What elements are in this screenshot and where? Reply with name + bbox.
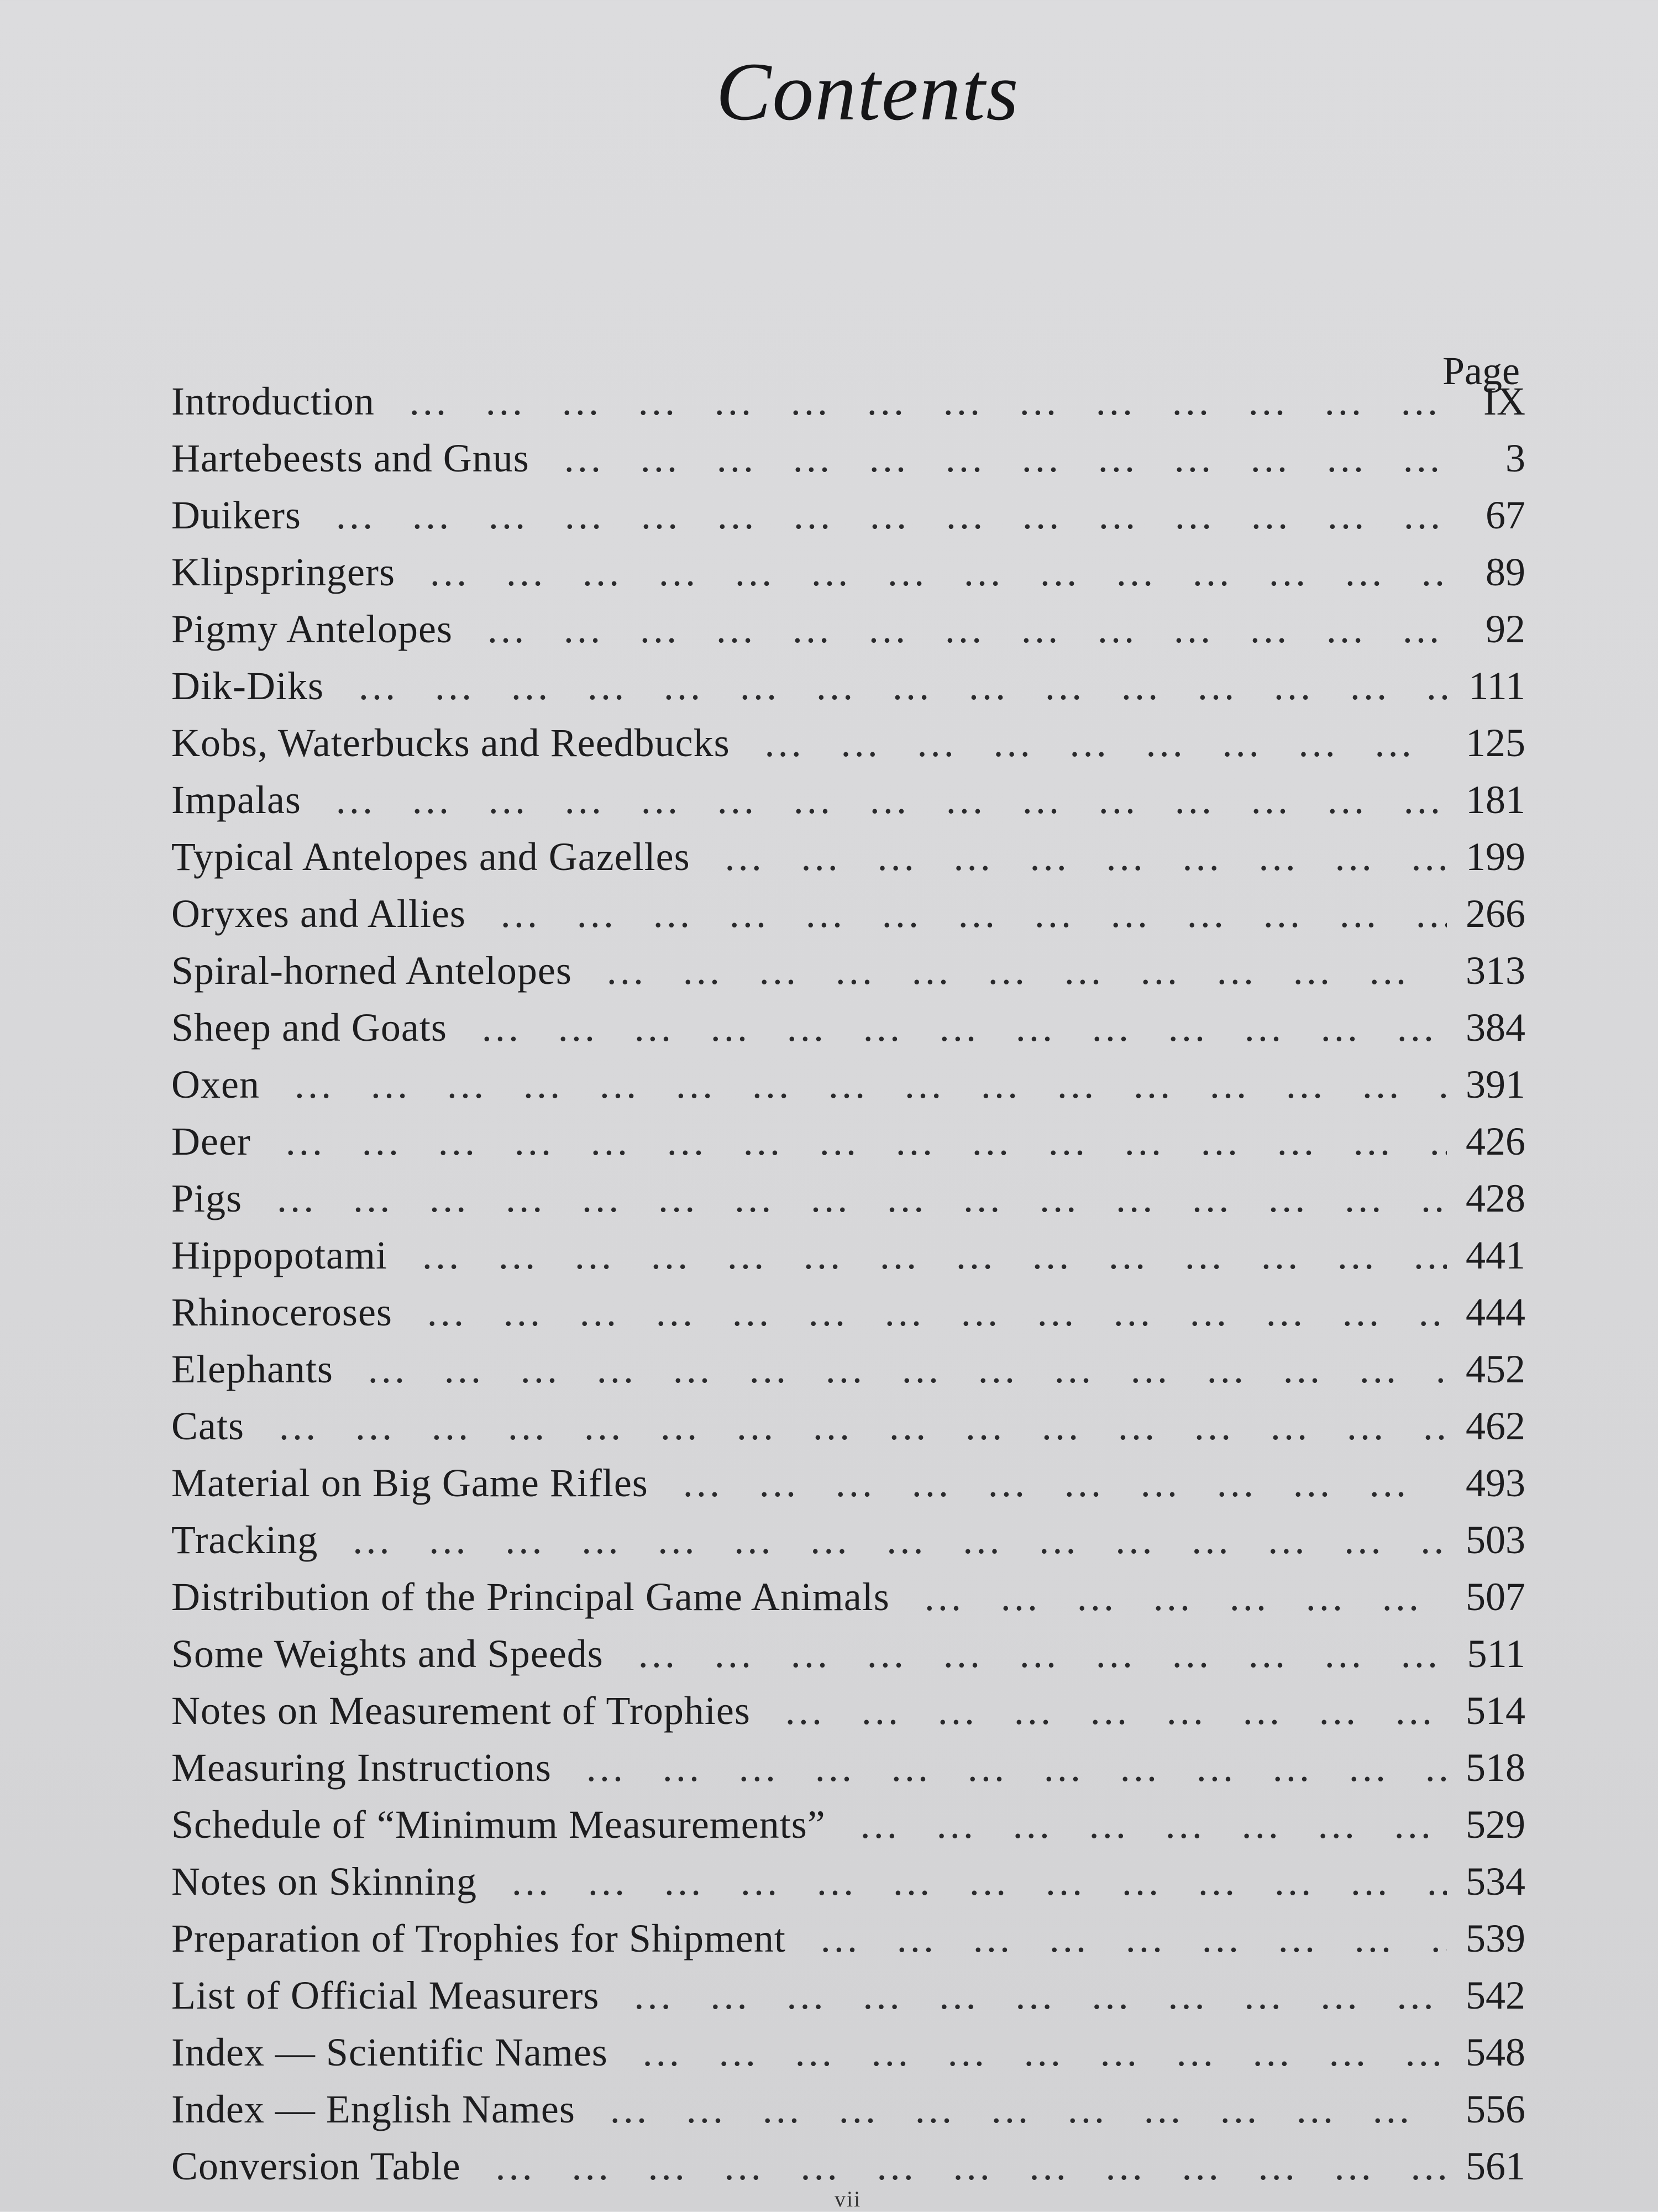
toc-entry-title: Pigmy Antelopes bbox=[171, 607, 453, 651]
dot-leader bbox=[284, 1113, 1447, 1170]
toc-entry-title: Some Weights and Speeds bbox=[171, 1632, 604, 1676]
toc-entry-title: Impalas bbox=[171, 778, 301, 822]
toc-entry-title: Spiral-horned Antelopes bbox=[171, 948, 572, 993]
dot-leader bbox=[859, 1796, 1447, 1853]
toc-entry-page-number: 462 bbox=[1466, 1404, 1525, 1448]
dot-leader bbox=[494, 2138, 1447, 2195]
toc-entry bbox=[171, 1170, 1525, 1227]
toc-entry-title: Preparation of Trophies for Shipment bbox=[171, 1916, 786, 1961]
toc-entry-page-number: 514 bbox=[1466, 1689, 1525, 1733]
toc-entry-title: Oryxes and Allies bbox=[171, 892, 466, 936]
toc-entry-title: Deer bbox=[171, 1119, 251, 1163]
toc-entry-title: Index — Scientific Names bbox=[171, 2030, 608, 2074]
toc-entry-page-number: 452 bbox=[1466, 1347, 1525, 1391]
toc-entry-page-number: 529 bbox=[1466, 1802, 1525, 1847]
toc-entry bbox=[171, 1113, 1525, 1170]
table-of-contents bbox=[171, 373, 1525, 2195]
dot-leader bbox=[426, 1284, 1447, 1341]
toc-entry-title: Pigs bbox=[171, 1176, 243, 1220]
toc-entry-page-number: 511 bbox=[1467, 1632, 1525, 1676]
toc-entry-title: Measuring Instructions bbox=[171, 1746, 552, 1790]
toc-entry bbox=[171, 715, 1525, 772]
toc-entry bbox=[171, 1284, 1525, 1341]
dot-leader bbox=[641, 2024, 1447, 2081]
toc-entry-title: Cats bbox=[171, 1404, 245, 1448]
toc-entry-page-number: 556 bbox=[1466, 2087, 1525, 2131]
toc-entry-page-number: 507 bbox=[1466, 1575, 1525, 1619]
page-column-label: Page bbox=[1442, 349, 1520, 393]
dot-leader bbox=[277, 1398, 1447, 1455]
dot-leader bbox=[366, 1341, 1447, 1398]
dot-leader bbox=[428, 544, 1447, 601]
toc-entry bbox=[171, 658, 1525, 715]
dot-leader bbox=[499, 885, 1447, 942]
toc-entry-page-number: 534 bbox=[1466, 1859, 1525, 1904]
toc-entry-title: Index — English Names bbox=[171, 2087, 575, 2131]
toc-entry-page-number: 518 bbox=[1466, 1746, 1525, 1790]
toc-entry bbox=[171, 885, 1525, 942]
toc-entry bbox=[171, 2081, 1525, 2138]
toc-entry-page-number: 548 bbox=[1466, 2030, 1525, 2074]
toc-entry bbox=[171, 373, 1525, 430]
toc-entry-page-number: 428 bbox=[1466, 1176, 1525, 1220]
dot-leader bbox=[486, 601, 1447, 658]
toc-entry-page-number: 199 bbox=[1466, 835, 1525, 879]
toc-entry bbox=[171, 1626, 1525, 1682]
toc-entry bbox=[171, 829, 1525, 885]
dot-leader bbox=[421, 1227, 1447, 1284]
toc-entry bbox=[171, 1569, 1525, 1626]
dot-leader bbox=[605, 942, 1447, 999]
toc-entry-page-number: 539 bbox=[1466, 1916, 1525, 1961]
toc-entry-title: Notes on Measurement of Trophies bbox=[171, 1689, 751, 1733]
toc-entry bbox=[171, 942, 1525, 999]
dot-leader bbox=[632, 1967, 1447, 2024]
toc-entry-page-number: 493 bbox=[1466, 1461, 1525, 1505]
dot-leader bbox=[923, 1569, 1447, 1626]
dot-leader bbox=[351, 1512, 1447, 1569]
dot-leader bbox=[275, 1170, 1447, 1227]
toc-entry-title: Kobs, Waterbucks and Reedbucks bbox=[171, 721, 730, 765]
toc-entry-page-number: 92 bbox=[1486, 607, 1525, 651]
toc-entry-page-number: 67 bbox=[1486, 493, 1525, 537]
page-title: Contents bbox=[716, 46, 1020, 138]
dot-leader bbox=[763, 715, 1447, 772]
toc-entry-page-number: 125 bbox=[1466, 721, 1525, 765]
toc-entry-title: Schedule of “Minimum Measurements” bbox=[171, 1802, 826, 1847]
toc-entry-title: Tracking bbox=[171, 1518, 318, 1562]
toc-entry bbox=[171, 1227, 1525, 1284]
dot-leader bbox=[510, 1853, 1447, 1910]
toc-entry bbox=[171, 2024, 1525, 2081]
toc-entry-page-number: 313 bbox=[1466, 948, 1525, 993]
toc-entry bbox=[171, 1056, 1525, 1113]
dot-leader bbox=[784, 1682, 1447, 1739]
toc-entry-page-number: 89 bbox=[1486, 550, 1525, 594]
toc-entry-title: Sheep and Goats bbox=[171, 1005, 447, 1050]
dot-leader bbox=[480, 999, 1447, 1056]
dot-leader bbox=[819, 1910, 1447, 1967]
dot-leader bbox=[637, 1626, 1447, 1682]
toc-entry bbox=[171, 1853, 1525, 1910]
toc-entry-title: Elephants bbox=[171, 1347, 333, 1391]
dot-leader bbox=[563, 430, 1447, 487]
dot-leader bbox=[334, 487, 1447, 544]
toc-entry-page-number: IX bbox=[1483, 379, 1525, 423]
toc-entry-page-number: 426 bbox=[1466, 1119, 1525, 1163]
toc-entry-page-number: 111 bbox=[1468, 664, 1525, 708]
toc-entry-title: Conversion Table bbox=[171, 2144, 461, 2188]
toc-entry bbox=[171, 1341, 1525, 1398]
toc-entry bbox=[171, 1910, 1525, 1967]
toc-entry-title: Typical Antelopes and Gazelles bbox=[171, 835, 690, 879]
toc-entry-title: List of Official Measurers bbox=[171, 1973, 600, 2017]
toc-entry-page-number: 441 bbox=[1466, 1233, 1525, 1277]
dot-leader bbox=[723, 829, 1447, 885]
toc-entry-title: Duikers bbox=[171, 493, 301, 537]
toc-entry-page-number: 561 bbox=[1466, 2144, 1525, 2188]
toc-entry-page-number: 542 bbox=[1466, 1973, 1525, 2017]
dot-leader bbox=[608, 2081, 1447, 2138]
toc-entry bbox=[171, 1398, 1525, 1455]
page-number-mark: vii bbox=[835, 2187, 862, 2211]
toc-entry bbox=[171, 544, 1525, 601]
toc-entry bbox=[171, 487, 1525, 544]
toc-entry bbox=[171, 430, 1525, 487]
toc-entry-title: Material on Big Game Rifles bbox=[171, 1461, 648, 1505]
toc-entry bbox=[171, 1967, 1525, 2024]
toc-entry-title: Dik-Diks bbox=[171, 664, 324, 708]
toc-entry-title: Oxen bbox=[171, 1062, 260, 1107]
toc-entry-title: Hartebeests and Gnus bbox=[171, 436, 529, 480]
dot-leader bbox=[681, 1455, 1447, 1512]
toc-entry bbox=[171, 601, 1525, 658]
toc-entry-page-number: 266 bbox=[1466, 892, 1525, 936]
toc-entry bbox=[171, 999, 1525, 1056]
dot-leader bbox=[357, 658, 1447, 715]
toc-entry-page-number: 391 bbox=[1466, 1062, 1525, 1107]
toc-entry-title: Introduction bbox=[171, 379, 375, 423]
toc-entry-page-number: 444 bbox=[1466, 1290, 1525, 1334]
toc-entry bbox=[171, 1682, 1525, 1739]
toc-entry bbox=[171, 1739, 1525, 1796]
toc-entry-title: Distribution of the Principal Game Animals bbox=[171, 1575, 890, 1619]
toc-entry-title: Hippopotami bbox=[171, 1233, 387, 1277]
toc-entry bbox=[171, 1455, 1525, 1512]
toc-entry-page-number: 3 bbox=[1505, 436, 1525, 480]
dot-leader bbox=[585, 1739, 1447, 1796]
toc-entry bbox=[171, 1796, 1525, 1853]
toc-entry-page-number: 181 bbox=[1466, 778, 1525, 822]
toc-entry-title: Klipspringers bbox=[171, 550, 395, 594]
dot-leader bbox=[293, 1056, 1447, 1113]
toc-entry bbox=[171, 1512, 1525, 1569]
toc-entry-title: Notes on Skinning bbox=[171, 1859, 478, 1904]
toc-entry-page-number: 384 bbox=[1466, 1005, 1525, 1050]
dot-leader bbox=[408, 373, 1447, 430]
dot-leader bbox=[334, 772, 1447, 829]
toc-entry bbox=[171, 772, 1525, 829]
toc-entry-page-number: 503 bbox=[1466, 1518, 1525, 1562]
toc-entry-title: Rhinoceroses bbox=[171, 1290, 392, 1334]
